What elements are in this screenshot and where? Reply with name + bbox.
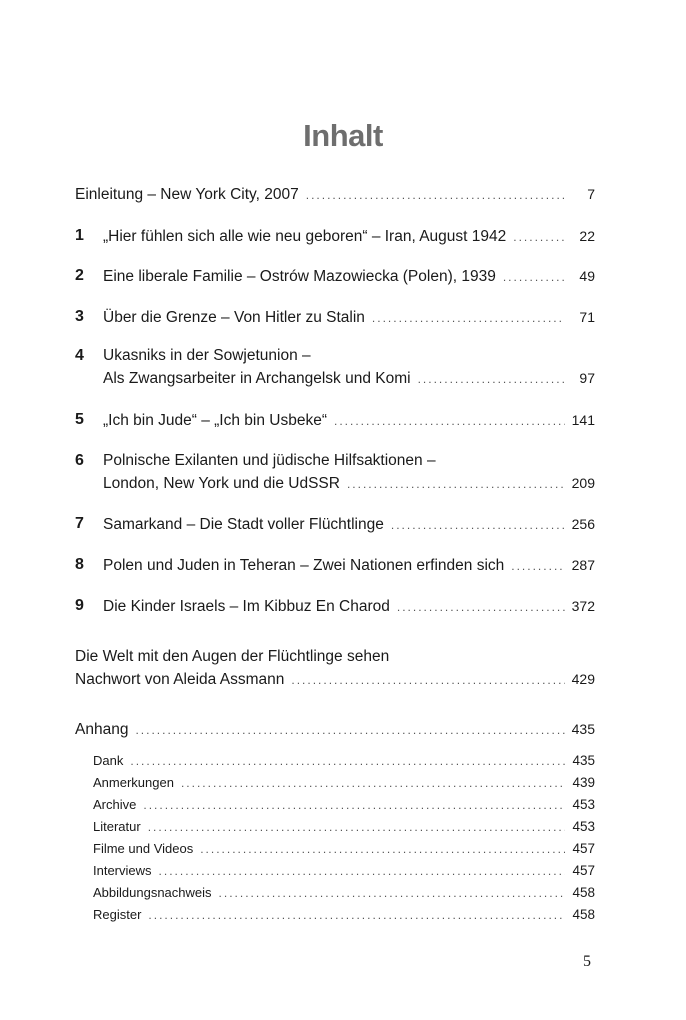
dot-leader [391, 514, 565, 536]
dot-leader [397, 596, 565, 618]
toc-entry-title: Einleitung – New York City, 2007 [75, 186, 299, 203]
toc-entry-chapter-8[interactable] [75, 554, 595, 576]
dot-leader [159, 860, 565, 882]
dot-leader [135, 719, 565, 741]
toc-subentry-title: Dank [93, 753, 124, 768]
dot-leader [148, 816, 565, 838]
toc-subentry-filme[interactable] [93, 838, 595, 860]
toc-entry-title: Polen und Juden in Teheran – Zwei Nationen erfinden sich [103, 557, 505, 574]
toc-entry-chapter-3[interactable] [75, 306, 595, 328]
toc-entry-title: Die Kinder Israels – Im Kibbuz En Charod [103, 598, 390, 615]
toc-page-number: 209 [571, 475, 595, 491]
dot-leader [130, 750, 565, 772]
toc-entry-afterword[interactable] [75, 646, 595, 690]
toc-entry-chapter-5[interactable] [75, 409, 595, 431]
dot-leader [200, 838, 565, 860]
page-title: Inhalt [303, 118, 383, 153]
chapter-number: 1 [75, 227, 84, 244]
chapter-number: 8 [75, 556, 84, 573]
dot-leader [513, 226, 565, 248]
toc-page-number: 429 [571, 671, 595, 687]
dot-leader [511, 555, 565, 577]
dot-leader [143, 794, 565, 816]
dot-leader [291, 669, 565, 691]
toc-entry-subtitle: Als Zwangsarbeiter in Archangelsk und Komi [103, 370, 411, 387]
toc-page-number: 435 [572, 753, 595, 768]
toc-entry-title: Über die Grenze – Von Hitler zu Stalin [103, 309, 365, 326]
toc-subentry-interviews[interactable] [93, 860, 595, 882]
toc-page-number: 49 [579, 268, 595, 284]
chapter-number: 4 [75, 347, 84, 364]
toc-entry-title: „Hier fühlen sich alle wie neu geboren“ – Iran, August 1942 [103, 228, 507, 245]
dot-leader [347, 473, 565, 495]
dot-leader [372, 307, 565, 329]
toc-page-number: 71 [579, 309, 595, 325]
toc-page-number: 439 [572, 775, 595, 790]
toc-entry-subtitle: London, New York und die UdSSR [103, 475, 340, 492]
toc-subentry-title: Register [93, 907, 142, 922]
toc-subentry-register[interactable] [93, 904, 595, 926]
toc-entry-chapter-7[interactable] [75, 513, 595, 535]
toc-entry-subtitle: Nachwort von Aleida Assmann [75, 671, 285, 688]
toc-subentry-title: Interviews [93, 863, 152, 878]
chapter-number: 2 [75, 267, 84, 284]
dot-leader [418, 368, 565, 390]
toc-subentry-anmerkungen[interactable] [93, 772, 595, 794]
dot-leader [306, 184, 565, 206]
dot-leader [334, 410, 565, 432]
toc-page-number: 457 [572, 841, 595, 856]
chapter-number: 5 [75, 411, 84, 428]
dot-leader [148, 904, 565, 926]
toc-entry-introduction[interactable] [75, 183, 595, 205]
toc-page-number: 457 [572, 863, 595, 878]
toc-page-number: 453 [572, 819, 595, 834]
toc-page-number: 453 [572, 797, 595, 812]
toc-subentry-title: Filme und Videos [93, 841, 194, 856]
page-number: 5 [583, 953, 591, 970]
dot-leader [219, 882, 565, 904]
chapter-number: 6 [75, 452, 84, 469]
dot-leader [503, 266, 565, 288]
toc-entry-chapter-6[interactable] [75, 450, 595, 494]
toc-entry-chapter-2[interactable] [75, 265, 595, 287]
toc-subentry-archive[interactable] [93, 794, 595, 816]
toc-entry-title: Samarkand – Die Stadt voller Flüchtlinge [103, 516, 384, 533]
toc-page-number: 22 [579, 228, 595, 244]
toc-subentry-title: Literatur [93, 819, 141, 834]
dot-leader [181, 772, 565, 794]
toc-entry-title: Polnische Exilanten und jüdische Hilfsaktionen – [103, 452, 436, 469]
toc-page-number: 7 [587, 186, 595, 202]
toc-entry-chapter-1[interactable] [75, 225, 595, 247]
toc-entry-chapter-9[interactable] [75, 595, 595, 617]
chapter-number: 9 [75, 597, 84, 614]
toc-subentry-literatur[interactable] [93, 816, 595, 838]
toc-entry-appendix[interactable] [75, 718, 595, 740]
toc-subentry-title: Abbildungsnachweis [93, 885, 212, 900]
toc-page-number: 458 [572, 885, 595, 900]
toc-subentry-title: Anmerkungen [93, 775, 174, 790]
toc-page-number: 372 [571, 598, 595, 614]
toc-entry-title: Eine liberale Familie – Ostrów Mazowiecka (Polen), 1939 [103, 268, 496, 285]
toc-entry-title: Anhang [75, 721, 129, 738]
toc-page-number: 287 [571, 557, 595, 573]
chapter-number: 7 [75, 515, 84, 532]
toc-entry-title: Die Welt mit den Augen der Flüchtlinge sehen [75, 648, 390, 665]
toc-page-number: 141 [571, 412, 595, 428]
toc-page-number: 435 [571, 721, 595, 737]
toc-subentry-abbildungsnachweis[interactable] [93, 882, 595, 904]
toc-appendix-list [93, 750, 595, 926]
toc-page-number: 256 [571, 516, 595, 532]
chapter-number: 3 [75, 308, 84, 325]
toc-entry-title: Ukasniks in der Sowjetunion – [103, 347, 311, 364]
toc-entry-title: „Ich bin Jude“ – „Ich bin Usbeke“ [103, 412, 327, 429]
toc-subentry-title: Archive [93, 797, 137, 812]
toc-subentry-dank[interactable] [93, 750, 595, 772]
toc-page-number: 458 [572, 907, 595, 922]
toc-page-number: 97 [579, 370, 595, 386]
toc-entry-chapter-4[interactable] [75, 345, 595, 389]
